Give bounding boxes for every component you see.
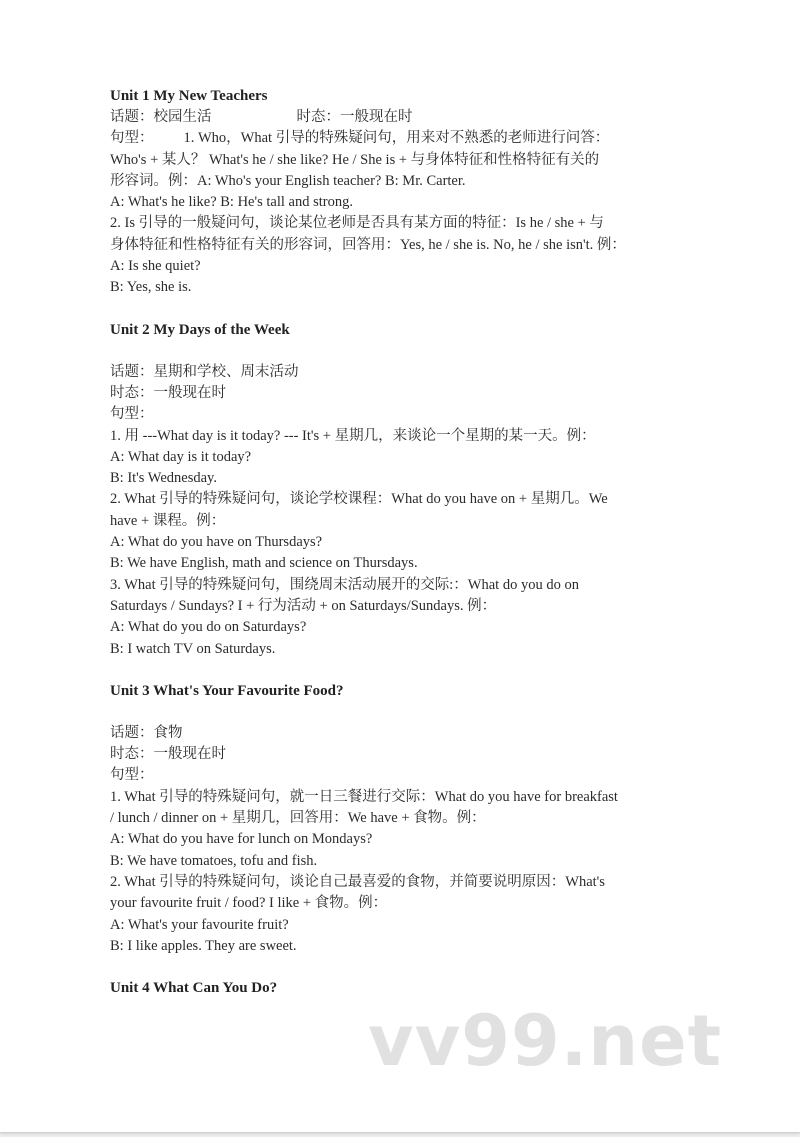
unit-3-line: 时态：一般现在时 <box>110 746 226 763</box>
unit-2-line: 1. 用 ---What day is it today? --- It's + 星期几，来谈论一个星期的某一天。例： <box>110 427 596 444</box>
unit-2-line: A: What do you do on Saturdays? <box>110 619 307 636</box>
unit-2-title: Unit 2 My Days of the Week <box>110 321 290 338</box>
unit-2-line: A: What day is it today? <box>110 448 252 465</box>
unit-2-line: 话题：星期和学校、周末活动 <box>110 363 299 380</box>
unit-3-line: 句型： <box>110 767 154 784</box>
unit-1-line: Who's + 某人？ What's he / she like? He / She is + 与身体特征和性格特征有关的 <box>110 151 600 168</box>
document-content <box>110 86 690 999</box>
unit-1-topic: 话题：校园生活 <box>110 109 212 125</box>
unit-2-line: 3. What 引导的特殊疑问句，围绕周末活动展开的交际:：What do you do on <box>110 576 579 593</box>
unit-3-line: A: What's your favourite fruit? <box>110 916 289 933</box>
unit-3-line: 话题：食物 <box>110 724 183 741</box>
unit-1-pattern-label: 句型： <box>110 130 154 147</box>
unit-2-line: 2. What 引导的特殊疑问句，谈论学校课程：What do you have on + 星期几。We <box>110 491 608 508</box>
unit-1-line: 1. Who，What 引导的特殊疑问句，用来对不熟悉的老师进行问答： <box>183 130 610 147</box>
unit-3-line: / lunch / dinner on + 星期几，回答用：We have + 食物。例： <box>110 810 486 827</box>
unit-2-line: have + 课程。例： <box>110 512 226 529</box>
unit-1-topic-tense <box>110 107 690 128</box>
unit-1-line: A: What's he like? B: He's tall and strong. <box>110 194 353 211</box>
unit-3-line: 2. What 引导的特殊疑问句，谈论自己最喜爱的食物，并简要说明原因：What's <box>110 873 605 890</box>
unit-1-title: Unit 1 My New Teachers <box>110 88 268 104</box>
unit-2-line: B: I watch TV on Saturdays. <box>110 640 276 657</box>
unit-1-line: B: Yes, she is. <box>110 279 192 296</box>
unit-2-line: A: What do you have on Thursdays? <box>110 534 323 551</box>
unit-4-title: Unit 4 What Can You Do? <box>110 980 278 997</box>
unit-3-line: B: We have tomatoes, tofu and fish. <box>110 852 318 869</box>
unit-1-line: 形容词。例：A: Who's your English teacher? B: Mr. Carter. <box>110 172 466 189</box>
unit-2-line: 句型： <box>110 406 154 423</box>
unit-1-line: 身体特征和性格特征有关的形容词，回答用：Yes, he / she is. No, he / she isn't. 例： <box>110 236 626 253</box>
unit-2-line: B: It's Wednesday. <box>110 470 217 487</box>
unit-1-tense: 时态：一般现在时 <box>296 109 413 125</box>
unit-3-line: 1. What 引导的特殊疑问句，就一日三餐进行交际：What do you have for breakfast <box>110 788 618 805</box>
watermark: vv99.net <box>368 1000 723 1082</box>
unit-2-line: 时态：一般现在时 <box>110 384 226 401</box>
unit-1-line: A: Is she quiet? <box>110 258 201 275</box>
unit-1-pattern <box>110 128 690 149</box>
unit-3-line: B: I like apples. They are sweet. <box>110 937 297 954</box>
unit-1-line: 2. Is 引导的一般疑问句，谈论某位老师是否具有某方面的特征：Is he / she + 与 <box>110 215 604 232</box>
unit-2-line: Saturdays / Sundays? I + 行为活动 + on Saturdays/Sundays. 例： <box>110 597 497 614</box>
unit-3-line: A: What do you have for lunch on Mondays? <box>110 831 373 848</box>
unit-2-line: B: We have English, math and science on Thursdays. <box>110 555 418 572</box>
unit-3-line: your favourite fruit / food? I like + 食物。例： <box>110 895 388 912</box>
unit-3-title: Unit 3 What's Your Favourite Food? <box>110 682 344 699</box>
